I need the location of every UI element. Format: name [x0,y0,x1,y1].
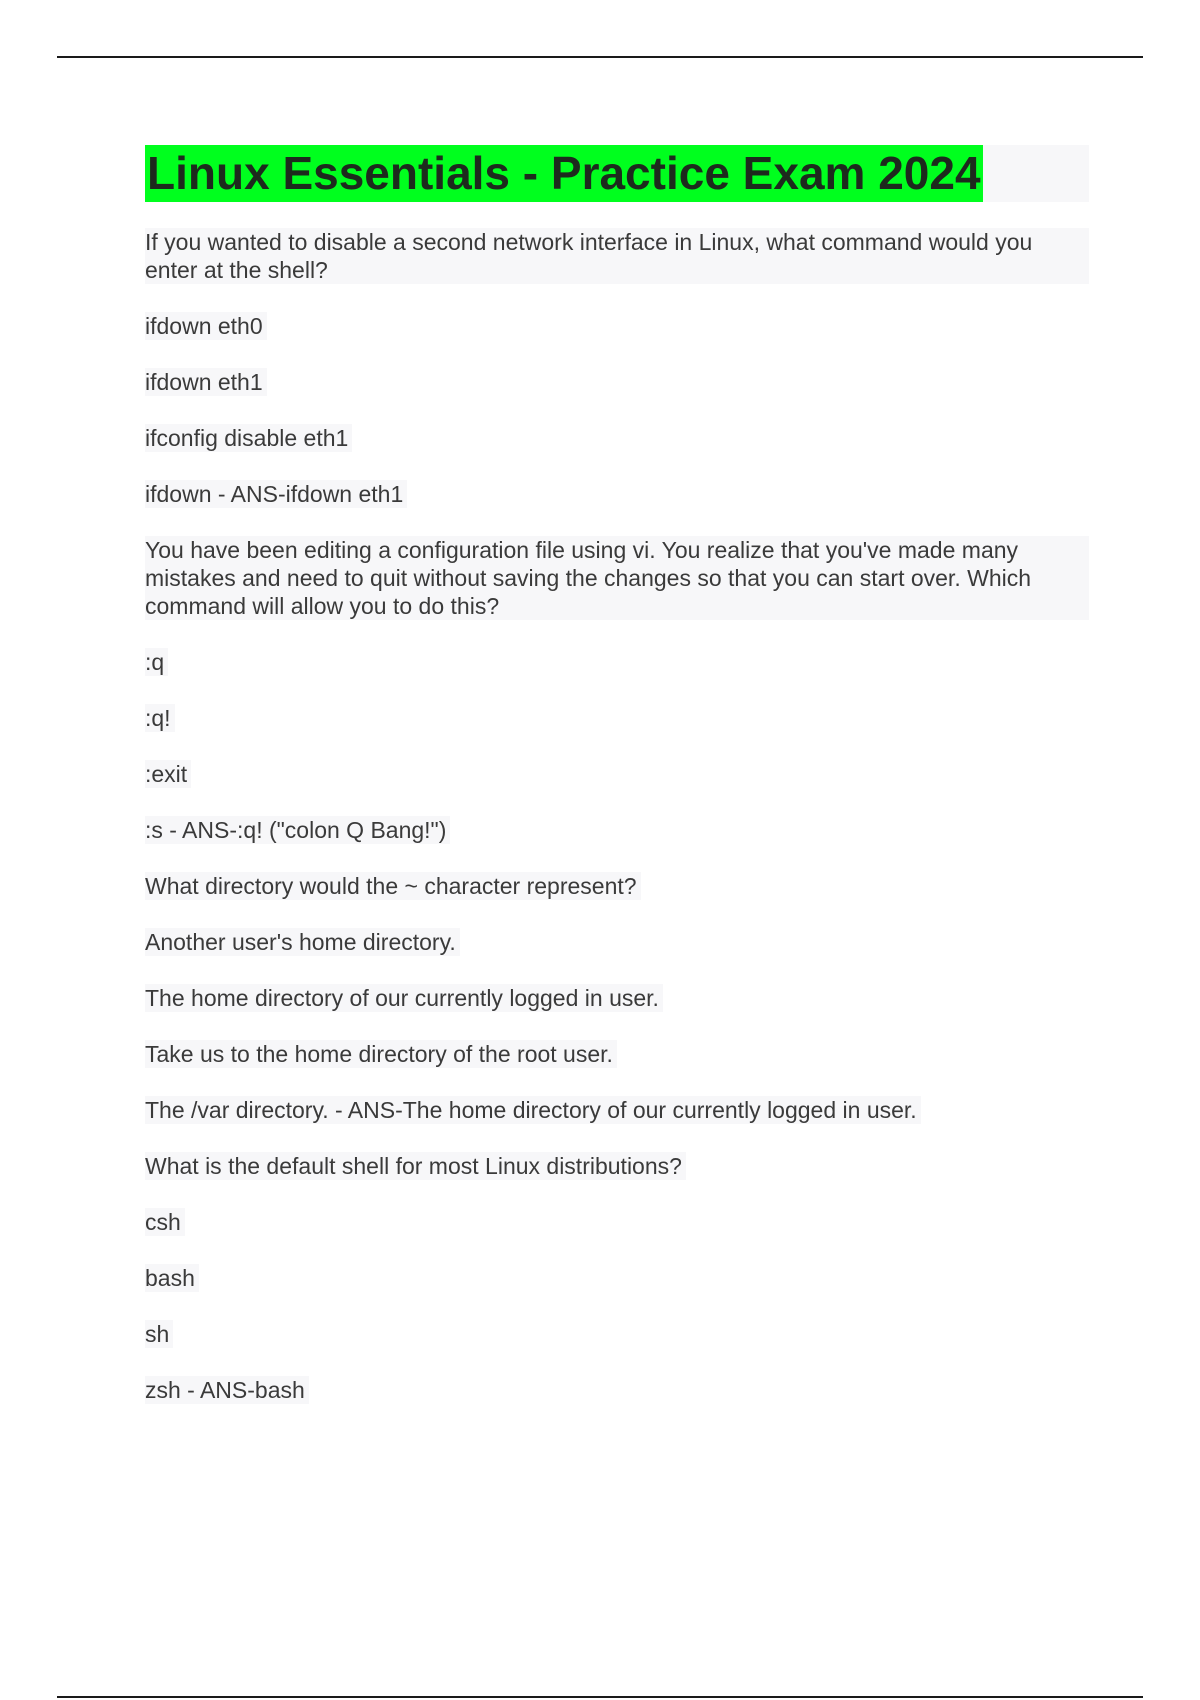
answer-option: ifdown eth0 [145,312,267,340]
answer-option: Take us to the home directory of the root user. [145,1040,617,1068]
answer-option: ifdown eth1 [145,368,267,396]
document-body [145,228,1089,1432]
answer-option: :s - ANS-:q! ("colon Q Bang!") [145,816,450,844]
answer-option: sh [145,1320,173,1348]
answer-option: ifdown - ANS-ifdown eth1 [145,480,407,508]
question-text: If you wanted to disable a second network interface in Linux, what command would you enter at the shell? [145,228,1089,284]
answer-option: ifconfig disable eth1 [145,424,352,452]
question-text: What is the default shell for most Linux distributions? [145,1152,686,1180]
answer-option: :q [145,648,168,676]
answer-option: :exit [145,760,191,788]
bottom-rule [57,1696,1143,1698]
answer-option: csh [145,1208,185,1236]
question-text: What directory would the ~ character represent? [145,872,641,900]
question-text: You have been editing a configuration file using vi. You realize that you've made many mistakes and need to quit without saving the changes so that you can start over. Which command will allow you to do this? [145,536,1089,620]
title-bar [145,145,1089,202]
answer-option: The /var directory. - ANS-The home directory of our currently logged in user. [145,1096,921,1124]
answer-option: The home directory of our currently logged in user. [145,984,663,1012]
top-rule [57,56,1143,58]
page-title: Linux Essentials - Practice Exam 2024 [145,145,983,202]
answer-option: Another user's home directory. [145,928,460,956]
answer-option: :q! [145,704,175,732]
answer-option: bash [145,1264,199,1292]
answer-option: zsh - ANS-bash [145,1376,309,1404]
